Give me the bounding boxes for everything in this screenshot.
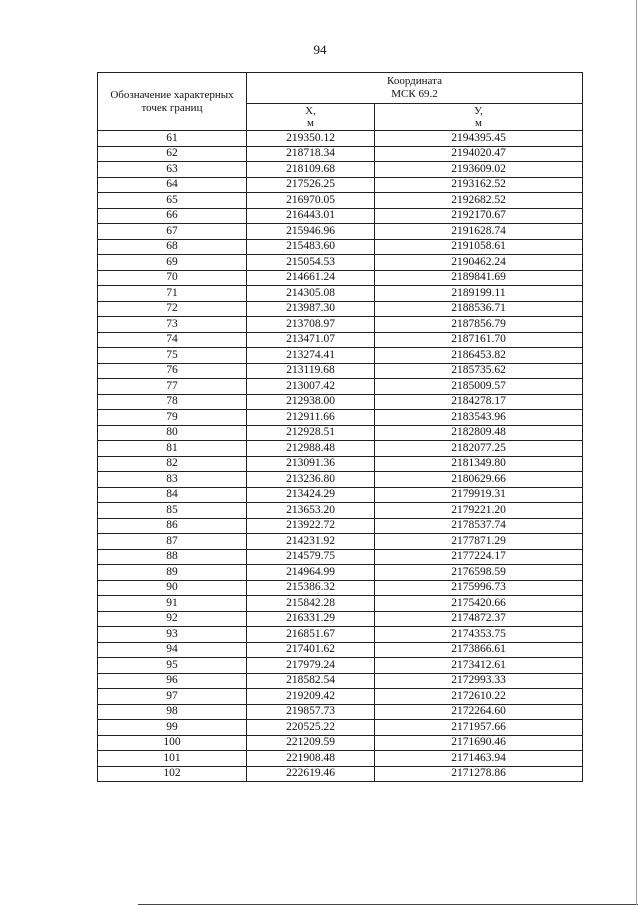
x-axis-label: Х, xyxy=(305,105,316,117)
y-axis-label: У, xyxy=(474,105,483,117)
y-coordinate-cell: 2188536.71 xyxy=(375,301,583,317)
coordinate-system: МСК 69.2 xyxy=(391,88,438,100)
x-coordinate-cell: 214661.24 xyxy=(247,270,375,286)
x-column-header xyxy=(247,104,375,131)
table-row xyxy=(98,441,583,457)
table-row xyxy=(98,348,583,364)
coordinate-group-header xyxy=(247,73,583,104)
x-coordinate-cell: 219857.73 xyxy=(247,704,375,720)
y-coordinate-cell: 2193162.52 xyxy=(375,177,583,193)
x-coordinate-cell: 216443.01 xyxy=(247,208,375,224)
y-coordinate-cell: 2189199.11 xyxy=(375,286,583,302)
y-coordinate-cell: 2182809.48 xyxy=(375,425,583,441)
table-row xyxy=(98,239,583,255)
point-number-cell: 87 xyxy=(98,534,247,550)
x-coordinate-cell: 214579.75 xyxy=(247,549,375,565)
x-coordinate-cell: 218718.34 xyxy=(247,146,375,162)
point-number-cell: 72 xyxy=(98,301,247,317)
x-coordinate-cell: 212911.66 xyxy=(247,410,375,426)
x-coordinate-cell: 217526.25 xyxy=(247,177,375,193)
y-coordinate-cell: 2172610.22 xyxy=(375,689,583,705)
table-row xyxy=(98,208,583,224)
x-coordinate-cell: 222619.46 xyxy=(247,766,375,782)
x-coordinate-cell: 213007.42 xyxy=(247,379,375,395)
x-coordinate-cell: 213424.29 xyxy=(247,487,375,503)
point-number-cell: 84 xyxy=(98,487,247,503)
coordinate-title: Координата xyxy=(387,75,442,87)
point-number-cell: 70 xyxy=(98,270,247,286)
x-coordinate-cell: 213708.97 xyxy=(247,317,375,333)
point-label-header: Обозначение характерных точек границ xyxy=(98,73,247,131)
y-coordinate-cell: 2176598.59 xyxy=(375,565,583,581)
table-row xyxy=(98,394,583,410)
x-coordinate-cell: 215842.28 xyxy=(247,596,375,612)
table-row xyxy=(98,565,583,581)
point-number-cell: 81 xyxy=(98,441,247,457)
x-coordinate-cell: 213471.07 xyxy=(247,332,375,348)
x-coordinate-cell: 212938.00 xyxy=(247,394,375,410)
table-row xyxy=(98,518,583,534)
point-number-cell: 63 xyxy=(98,162,247,178)
point-number-cell: 66 xyxy=(98,208,247,224)
y-column-header xyxy=(375,104,583,131)
table-row xyxy=(98,317,583,333)
x-coordinate-cell: 219209.42 xyxy=(247,689,375,705)
y-coordinate-cell: 2173412.61 xyxy=(375,658,583,674)
point-number-cell: 95 xyxy=(98,658,247,674)
table-row xyxy=(98,472,583,488)
table-row xyxy=(98,751,583,767)
table-row xyxy=(98,503,583,519)
point-number-cell: 90 xyxy=(98,580,247,596)
y-coordinate-cell: 2177871.29 xyxy=(375,534,583,550)
table-row xyxy=(98,549,583,565)
x-unit-label: м xyxy=(307,117,314,129)
y-coordinate-cell: 2184278.17 xyxy=(375,394,583,410)
y-coordinate-cell: 2171690.46 xyxy=(375,735,583,751)
table-row xyxy=(98,379,583,395)
y-coordinate-cell: 2173866.61 xyxy=(375,642,583,658)
point-number-cell: 76 xyxy=(98,363,247,379)
y-coordinate-cell: 2194395.45 xyxy=(375,131,583,147)
y-coordinate-cell: 2171957.66 xyxy=(375,720,583,736)
point-number-cell: 79 xyxy=(98,410,247,426)
table-row xyxy=(98,425,583,441)
point-number-cell: 67 xyxy=(98,224,247,240)
table-row xyxy=(98,627,583,643)
point-number-cell: 78 xyxy=(98,394,247,410)
point-number-cell: 93 xyxy=(98,627,247,643)
x-coordinate-cell: 215054.53 xyxy=(247,255,375,271)
x-coordinate-cell: 218109.68 xyxy=(247,162,375,178)
x-coordinate-cell: 216331.29 xyxy=(247,611,375,627)
point-number-cell: 68 xyxy=(98,239,247,255)
table-row xyxy=(98,255,583,271)
point-number-cell: 82 xyxy=(98,456,247,472)
x-coordinate-cell: 214231.92 xyxy=(247,534,375,550)
y-coordinate-cell: 2174872.37 xyxy=(375,611,583,627)
point-number-cell: 85 xyxy=(98,503,247,519)
x-coordinate-cell: 220525.22 xyxy=(247,720,375,736)
y-coordinate-cell: 2171278.86 xyxy=(375,766,583,782)
point-number-cell: 80 xyxy=(98,425,247,441)
x-coordinate-cell: 215946.96 xyxy=(247,224,375,240)
x-coordinate-cell: 213119.68 xyxy=(247,363,375,379)
table-row xyxy=(98,720,583,736)
point-number-cell: 71 xyxy=(98,286,247,302)
point-number-cell: 98 xyxy=(98,704,247,720)
y-coordinate-cell: 2175996.73 xyxy=(375,580,583,596)
x-coordinate-cell: 217401.62 xyxy=(247,642,375,658)
point-number-cell: 77 xyxy=(98,379,247,395)
point-number-cell: 65 xyxy=(98,193,247,209)
table-row xyxy=(98,580,583,596)
x-coordinate-cell: 213091.36 xyxy=(247,456,375,472)
table-row xyxy=(98,487,583,503)
table-row xyxy=(98,766,583,782)
table-row xyxy=(98,332,583,348)
table-row xyxy=(98,658,583,674)
y-coordinate-cell: 2182077.25 xyxy=(375,441,583,457)
point-number-cell: 102 xyxy=(98,766,247,782)
point-number-cell: 62 xyxy=(98,146,247,162)
x-coordinate-cell: 221209.59 xyxy=(247,735,375,751)
y-coordinate-cell: 2192682.52 xyxy=(375,193,583,209)
x-coordinate-cell: 214305.08 xyxy=(247,286,375,302)
table-row xyxy=(98,596,583,612)
page-number: 94 xyxy=(313,42,327,57)
x-coordinate-cell: 213274.41 xyxy=(247,348,375,364)
table-row xyxy=(98,177,583,193)
table-row xyxy=(98,611,583,627)
table-row xyxy=(98,735,583,751)
x-coordinate-cell: 221908.48 xyxy=(247,751,375,767)
x-coordinate-cell: 215483.60 xyxy=(247,239,375,255)
table-row xyxy=(98,270,583,286)
point-number-cell: 69 xyxy=(98,255,247,271)
table-row xyxy=(98,534,583,550)
x-coordinate-cell: 212988.48 xyxy=(247,441,375,457)
point-number-cell: 89 xyxy=(98,565,247,581)
table-row xyxy=(98,689,583,705)
x-coordinate-cell: 213653.20 xyxy=(247,503,375,519)
x-coordinate-cell: 214964.99 xyxy=(247,565,375,581)
table-row xyxy=(98,162,583,178)
point-number-cell: 88 xyxy=(98,549,247,565)
x-coordinate-cell: 216851.67 xyxy=(247,627,375,643)
point-number-cell: 101 xyxy=(98,751,247,767)
y-coordinate-cell: 2183543.96 xyxy=(375,410,583,426)
y-coordinate-cell: 2179221.20 xyxy=(375,503,583,519)
y-coordinate-cell: 2194020.47 xyxy=(375,146,583,162)
table-row xyxy=(98,704,583,720)
point-number-cell: 74 xyxy=(98,332,247,348)
y-coordinate-cell: 2187161.70 xyxy=(375,332,583,348)
table-body xyxy=(98,131,583,782)
point-number-cell: 61 xyxy=(98,131,247,147)
table-row xyxy=(98,301,583,317)
point-number-cell: 94 xyxy=(98,642,247,658)
y-coordinate-cell: 2171463.94 xyxy=(375,751,583,767)
x-coordinate-cell: 215386.32 xyxy=(247,580,375,596)
table-row xyxy=(98,673,583,689)
table-row xyxy=(98,146,583,162)
point-number-cell: 100 xyxy=(98,735,247,751)
point-number-cell: 96 xyxy=(98,673,247,689)
y-coordinate-cell: 2190462.24 xyxy=(375,255,583,271)
table-row xyxy=(98,224,583,240)
table-row xyxy=(98,456,583,472)
x-coordinate-cell: 213987.30 xyxy=(247,301,375,317)
table-row xyxy=(98,363,583,379)
y-coordinate-cell: 2191628.74 xyxy=(375,224,583,240)
point-number-cell: 86 xyxy=(98,518,247,534)
y-coordinate-cell: 2175420.66 xyxy=(375,596,583,612)
point-number-cell: 91 xyxy=(98,596,247,612)
point-number-cell: 73 xyxy=(98,317,247,333)
coordinates-table xyxy=(97,72,583,782)
x-coordinate-cell: 213236.80 xyxy=(247,472,375,488)
x-coordinate-cell: 219350.12 xyxy=(247,131,375,147)
x-coordinate-cell: 217979.24 xyxy=(247,658,375,674)
y-coordinate-cell: 2178537.74 xyxy=(375,518,583,534)
y-coordinate-cell: 2179919.31 xyxy=(375,487,583,503)
table-row xyxy=(98,193,583,209)
table-row xyxy=(98,642,583,658)
scan-edge-rule xyxy=(636,0,637,905)
y-coordinate-cell: 2189841.69 xyxy=(375,270,583,286)
table-row xyxy=(98,410,583,426)
y-coordinate-cell: 2177224.17 xyxy=(375,549,583,565)
y-coordinate-cell: 2180629.66 xyxy=(375,472,583,488)
x-coordinate-cell: 213922.72 xyxy=(247,518,375,534)
point-number-cell: 75 xyxy=(98,348,247,364)
y-unit-label: м xyxy=(475,117,482,129)
point-number-cell: 64 xyxy=(98,177,247,193)
y-coordinate-cell: 2187856.79 xyxy=(375,317,583,333)
y-coordinate-cell: 2193609.02 xyxy=(375,162,583,178)
point-number-cell: 97 xyxy=(98,689,247,705)
y-coordinate-cell: 2185735.62 xyxy=(375,363,583,379)
y-coordinate-cell: 2181349.80 xyxy=(375,456,583,472)
point-number-cell: 92 xyxy=(98,611,247,627)
y-coordinate-cell: 2174353.75 xyxy=(375,627,583,643)
y-coordinate-cell: 2186453.82 xyxy=(375,348,583,364)
y-coordinate-cell: 2172993.33 xyxy=(375,673,583,689)
point-number-cell: 83 xyxy=(98,472,247,488)
y-coordinate-cell: 2172264.60 xyxy=(375,704,583,720)
y-coordinate-cell: 2185009.57 xyxy=(375,379,583,395)
table-row xyxy=(98,131,583,147)
table-row xyxy=(98,286,583,302)
x-coordinate-cell: 216970.05 xyxy=(247,193,375,209)
y-coordinate-cell: 2191058.61 xyxy=(375,239,583,255)
y-coordinate-cell: 2192170.67 xyxy=(375,208,583,224)
x-coordinate-cell: 218582.54 xyxy=(247,673,375,689)
x-coordinate-cell: 212928.51 xyxy=(247,425,375,441)
point-number-cell: 99 xyxy=(98,720,247,736)
